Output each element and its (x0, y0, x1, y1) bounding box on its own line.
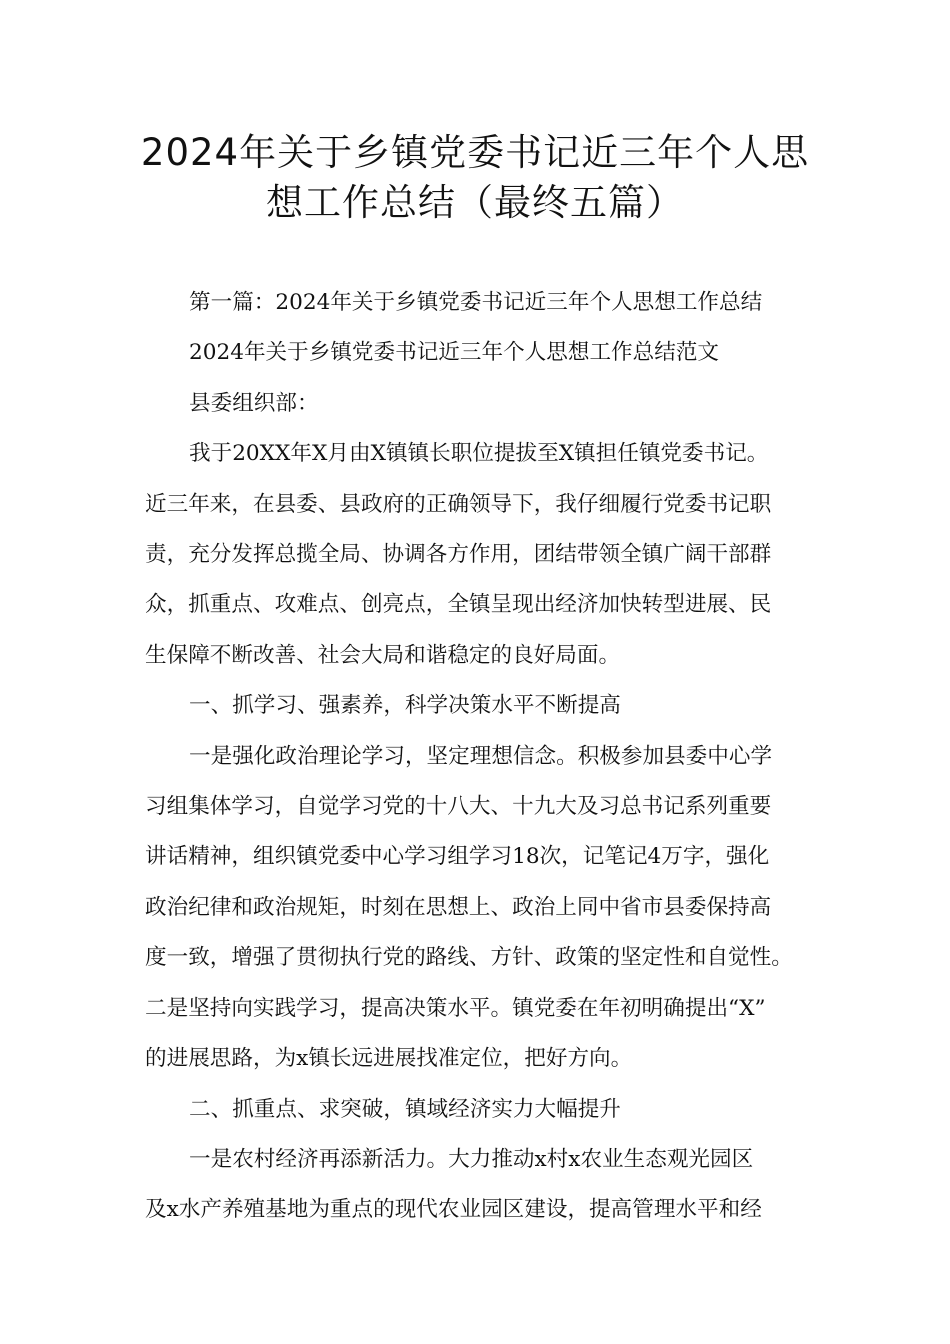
body-line: 二、抓重点、求突破，镇域经济实力大幅提升 (189, 1096, 621, 1122)
body-line: 第一篇：2024年关于乡镇党委书记近三年个人思想工作总结 (189, 290, 763, 315)
title-line-2: 想工作总结（最终五篇） (266, 181, 684, 224)
body-line: 我于20XX年X月由X镇镇长职位提拔至X镇担任镇党委书记。 (189, 441, 769, 467)
body-line: 2024年关于乡镇党委书记近三年个人思想工作总结范文 (189, 340, 720, 366)
body-line: 习组集体学习，自觉学习党的十八大、十九大及习总书记系列重要 (145, 794, 772, 820)
body-line: 近三年来，在县委、县政府的正确领导下，我仔细履行党委书记职 (145, 491, 772, 517)
body-line: 一、抓学习、强素养，科学决策水平不断提高 (189, 693, 621, 719)
body-line: 讲话精神，组织镇党委中心学习组学习18次，记笔记4万字，强化 (145, 844, 770, 870)
title-line-1: 2024年关于乡镇党委书记近三年个人思 (140, 131, 810, 174)
body-line: 县委组织部： (189, 390, 319, 416)
body-line: 责，充分发挥总揽全局、协调各方作用，团结带领全镇广阔干部群 (145, 542, 772, 568)
body-line: 一是农村经济再添新活力。大力推动x村x农业生态观光园区 (189, 1146, 754, 1172)
document-body (145, 278, 820, 1236)
document-title (120, 128, 830, 228)
body-line: 众，抓重点、攻难点、创亮点，全镇呈现出经济加快转型进展、民 (145, 592, 772, 618)
body-line: 二是坚持向实践学习，提高决策水平。镇党委在年初明确提出“X” (145, 995, 766, 1021)
body-line: 度一致，增强了贯彻执行党的路线、方针、政策的坚定性和自觉性。 (145, 945, 793, 971)
body-line: 政治纪律和政治规矩，时刻在思想上、政治上同中省市县委保持高 (145, 894, 772, 920)
body-line: 一是强化政治理论学习，坚定理想信念。积极参加县委中心学 (189, 743, 773, 769)
body-line: 的进展思路，为x镇长远进展找准定位，把好方向。 (145, 1046, 633, 1072)
body-line: 及x水产养殖基地为重点的现代农业园区建设，提高管理水平和经 (145, 1197, 762, 1223)
body-line: 生保障不断改善、社会大局和谐稳定的良好局面。 (145, 642, 621, 668)
